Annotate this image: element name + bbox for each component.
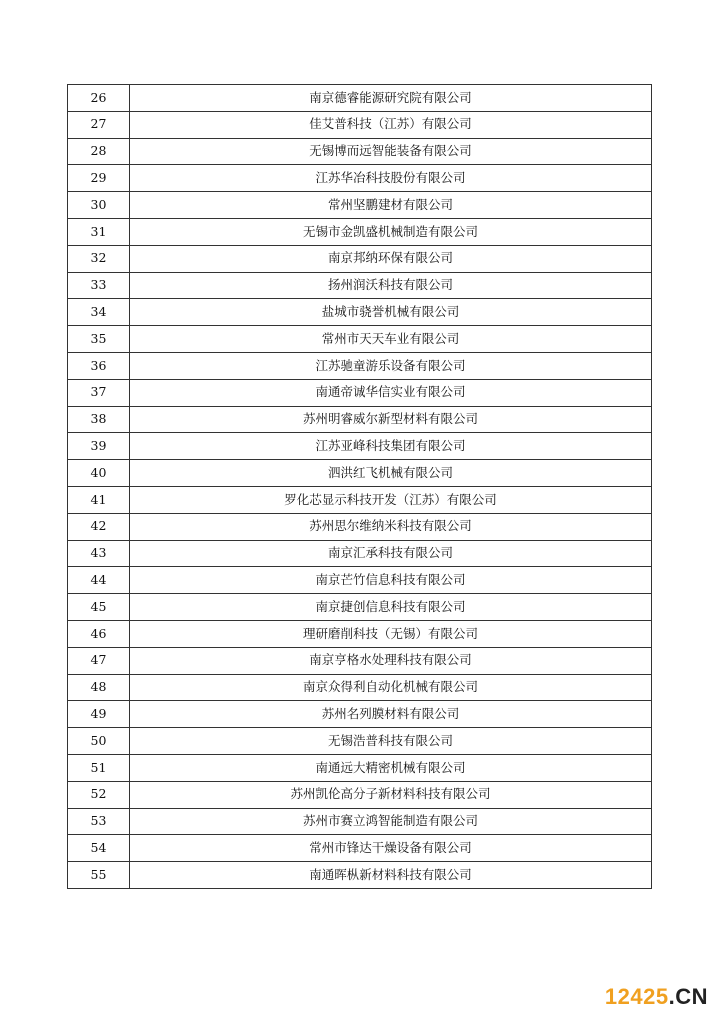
row-number: 37 xyxy=(68,379,130,406)
company-name: 苏州明睿威尔新型材料有限公司 xyxy=(130,406,652,433)
row-number: 50 xyxy=(68,728,130,755)
company-name: 南京捷创信息科技有限公司 xyxy=(130,594,652,621)
row-number: 49 xyxy=(68,701,130,728)
table-row xyxy=(68,379,652,406)
table-row xyxy=(68,406,652,433)
table-row xyxy=(68,674,652,701)
row-number: 41 xyxy=(68,486,130,513)
company-name: 泗洪红飞机械有限公司 xyxy=(130,460,652,487)
company-name: 苏州市赛立鸿智能制造有限公司 xyxy=(130,808,652,835)
table-row xyxy=(68,433,652,460)
row-number: 54 xyxy=(68,835,130,862)
company-name: 盐城市骁誉机械有限公司 xyxy=(130,299,652,326)
table-row xyxy=(68,165,652,192)
company-name: 常州市天天车业有限公司 xyxy=(130,326,652,353)
table-row xyxy=(68,352,652,379)
table-row xyxy=(68,111,652,138)
company-name: 无锡博而远智能装备有限公司 xyxy=(130,138,652,165)
table-row xyxy=(68,245,652,272)
table-row xyxy=(68,701,652,728)
table-row xyxy=(68,728,652,755)
row-number: 34 xyxy=(68,299,130,326)
company-name: 常州坚鹏建材有限公司 xyxy=(130,192,652,219)
table-row xyxy=(68,85,652,112)
row-number: 30 xyxy=(68,192,130,219)
table-row xyxy=(68,808,652,835)
table-row xyxy=(68,647,652,674)
table-row xyxy=(68,594,652,621)
row-number: 55 xyxy=(68,862,130,889)
row-number: 36 xyxy=(68,352,130,379)
row-number: 44 xyxy=(68,567,130,594)
company-name: 罗化芯显示科技开发（江苏）有限公司 xyxy=(130,486,652,513)
row-number: 33 xyxy=(68,272,130,299)
row-number: 27 xyxy=(68,111,130,138)
company-name: 常州市锋达干燥设备有限公司 xyxy=(130,835,652,862)
table-row xyxy=(68,835,652,862)
company-name: 江苏驰童游乐设备有限公司 xyxy=(130,352,652,379)
table-row xyxy=(68,299,652,326)
row-number: 39 xyxy=(68,433,130,460)
company-name: 扬州润沃科技有限公司 xyxy=(130,272,652,299)
table-row xyxy=(68,326,652,353)
company-name: 南京汇承科技有限公司 xyxy=(130,540,652,567)
watermark-suffix: .CN xyxy=(668,984,708,1009)
row-number: 35 xyxy=(68,326,130,353)
table-row xyxy=(68,513,652,540)
table-row xyxy=(68,567,652,594)
row-number: 29 xyxy=(68,165,130,192)
company-name: 江苏华冶科技股份有限公司 xyxy=(130,165,652,192)
row-number: 45 xyxy=(68,594,130,621)
row-number: 47 xyxy=(68,647,130,674)
company-name: 南通帝诚华信实业有限公司 xyxy=(130,379,652,406)
row-number: 40 xyxy=(68,460,130,487)
table-row xyxy=(68,754,652,781)
row-number: 46 xyxy=(68,620,130,647)
row-number: 51 xyxy=(68,754,130,781)
row-number: 32 xyxy=(68,245,130,272)
company-name: 南京众得利自动化机械有限公司 xyxy=(130,674,652,701)
company-name: 理研磨削科技（无锡）有限公司 xyxy=(130,620,652,647)
table-row xyxy=(68,138,652,165)
company-name: 江苏亚峰科技集团有限公司 xyxy=(130,433,652,460)
row-number: 26 xyxy=(68,85,130,112)
watermark-logo xyxy=(605,984,708,1010)
row-number: 38 xyxy=(68,406,130,433)
company-name: 苏州名列膜材料有限公司 xyxy=(130,701,652,728)
company-name: 南京邦纳环保有限公司 xyxy=(130,245,652,272)
table-row xyxy=(68,460,652,487)
company-name: 佳艾普科技（江苏）有限公司 xyxy=(130,111,652,138)
company-name: 南通晖枞新材料科技有限公司 xyxy=(130,862,652,889)
row-number: 43 xyxy=(68,540,130,567)
row-number: 42 xyxy=(68,513,130,540)
company-name: 无锡浩普科技有限公司 xyxy=(130,728,652,755)
watermark-digits: 12425 xyxy=(604,984,669,1009)
company-name: 苏州凯伦高分子新材料科技有限公司 xyxy=(130,781,652,808)
table-row xyxy=(68,218,652,245)
company-name: 无锡市金凯盛机械制造有限公司 xyxy=(130,218,652,245)
table-row xyxy=(68,862,652,889)
table-row xyxy=(68,486,652,513)
row-number: 52 xyxy=(68,781,130,808)
table-row xyxy=(68,192,652,219)
company-name: 南通远大精密机械有限公司 xyxy=(130,754,652,781)
row-number: 31 xyxy=(68,218,130,245)
company-name: 南京芒竹信息科技有限公司 xyxy=(130,567,652,594)
table-row xyxy=(68,272,652,299)
row-number: 28 xyxy=(68,138,130,165)
row-number: 48 xyxy=(68,674,130,701)
table-row xyxy=(68,781,652,808)
table-row xyxy=(68,540,652,567)
company-table xyxy=(67,84,652,889)
row-number: 53 xyxy=(68,808,130,835)
company-name: 南京亨格水处理科技有限公司 xyxy=(130,647,652,674)
table-row xyxy=(68,620,652,647)
company-name: 苏州思尔维纳米科技有限公司 xyxy=(130,513,652,540)
company-name: 南京德睿能源研究院有限公司 xyxy=(130,85,652,112)
table-body xyxy=(68,85,652,889)
